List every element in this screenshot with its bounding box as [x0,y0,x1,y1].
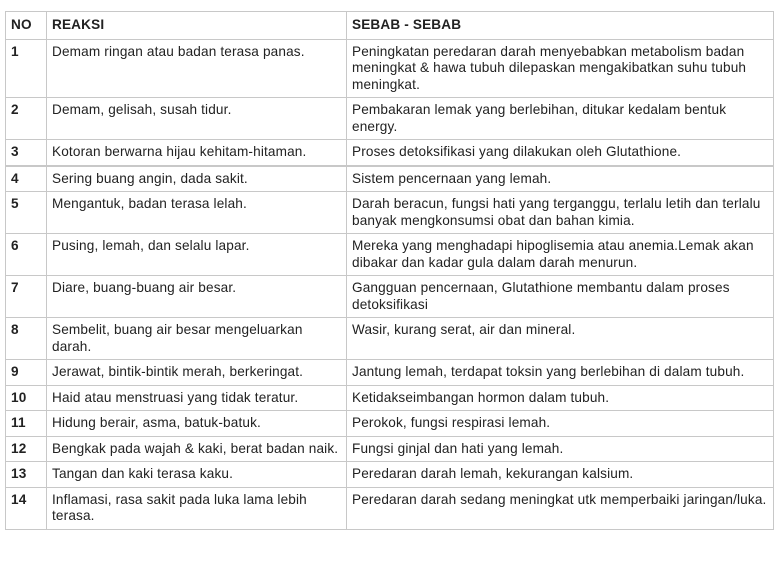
reaksi-cell: Demam ringan atau badan terasa panas. [47,39,347,98]
sebab-cell: Peredaran darah sedang meningkat utk memperbaiki jaringan/luka. [347,487,774,529]
reaksi-cell: Bengkak pada wajah & kaki, berat badan naik. [47,436,347,462]
reaksi-cell: Pusing, lemah, dan selalu lapar. [47,234,347,276]
table-row [6,318,774,360]
sebab-cell: Peredaran darah lemah, kekurangan kalsium. [347,462,774,488]
no-cell: 2 [6,98,47,140]
reaksi-cell: Diare, buang-buang air besar. [47,276,347,318]
table-header-row [6,12,774,40]
sebab-cell: Pembakaran lemak yang berlebihan, ditukar kedalam bentuk energy. [347,98,774,140]
table-row [6,436,774,462]
sebab-cell: Mereka yang menghadapi hipoglisemia atau anemia.Lemak akan dibakar dan kadar gula dalam darah menurun. [347,234,774,276]
reaksi-cell: Jerawat, bintik-bintik merah, berkeringat. [47,360,347,386]
no-cell: 10 [6,385,47,411]
sebab-cell: Fungsi ginjal dan hati yang lemah. [347,436,774,462]
table-row [6,140,774,166]
table-row [6,360,774,386]
reaksi-cell: Sering buang angin, dada sakit. [47,166,347,192]
sebab-cell: Darah beracun, fungsi hati yang terganggu, terlalu letih dan terlalu banyak mengkonsumsi obat dan bahan kimia. [347,192,774,234]
table-row [6,98,774,140]
reaksi-cell: Haid atau menstruasi yang tidak teratur. [47,385,347,411]
reaction-cause-table [5,11,774,530]
sebab-cell: Gangguan pencernaan, Glutathione membantu dalam proses detoksifikasi [347,276,774,318]
no-cell: 6 [6,234,47,276]
reaksi-cell: Inflamasi, rasa sakit pada luka lama lebih terasa. [47,487,347,529]
sebab-cell: Sistem pencernaan yang lemah. [347,166,774,192]
reaksi-cell: Kotoran berwarna hijau kehitam-hitaman. [47,140,347,166]
table-row [6,39,774,98]
table-row [6,234,774,276]
sebab-cell: Ketidakseimbangan hormon dalam tubuh. [347,385,774,411]
no-cell: 11 [6,411,47,437]
no-cell: 8 [6,318,47,360]
table-row [6,462,774,488]
header-no: NO [6,12,47,40]
reaksi-cell: Demam, gelisah, susah tidur. [47,98,347,140]
no-cell: 5 [6,192,47,234]
table-row [6,487,774,529]
reaksi-cell: Mengantuk, badan terasa lelah. [47,192,347,234]
table-container [5,11,773,530]
table-row [6,192,774,234]
sebab-cell: Proses detoksifikasi yang dilakukan oleh Glutathione. [347,140,774,166]
no-cell: 12 [6,436,47,462]
header-sebab: SEBAB - SEBAB [347,12,774,40]
no-cell: 3 [6,140,47,166]
table-body [6,39,774,529]
header-reaksi: REAKSI [47,12,347,40]
table-row [6,385,774,411]
no-cell: 9 [6,360,47,386]
reaksi-cell: Hidung berair, asma, batuk-batuk. [47,411,347,437]
no-cell: 4 [6,166,47,192]
table-row [6,276,774,318]
table-row [6,411,774,437]
reaksi-cell: Tangan dan kaki terasa kaku. [47,462,347,488]
sebab-cell: Jantung lemah, terdapat toksin yang berlebihan di dalam tubuh. [347,360,774,386]
sebab-cell: Peningkatan peredaran darah menyebabkan metabolism badan meningkat & hawa tubuh dilepaskan mengakibatkan suhu tubuh meningkat. [347,39,774,98]
table-row [6,166,774,192]
no-cell: 7 [6,276,47,318]
sebab-cell: Perokok, fungsi respirasi lemah. [347,411,774,437]
no-cell: 1 [6,39,47,98]
no-cell: 14 [6,487,47,529]
reaksi-cell: Sembelit, buang air besar mengeluarkan darah. [47,318,347,360]
no-cell: 13 [6,462,47,488]
sebab-cell: Wasir, kurang serat, air dan mineral. [347,318,774,360]
